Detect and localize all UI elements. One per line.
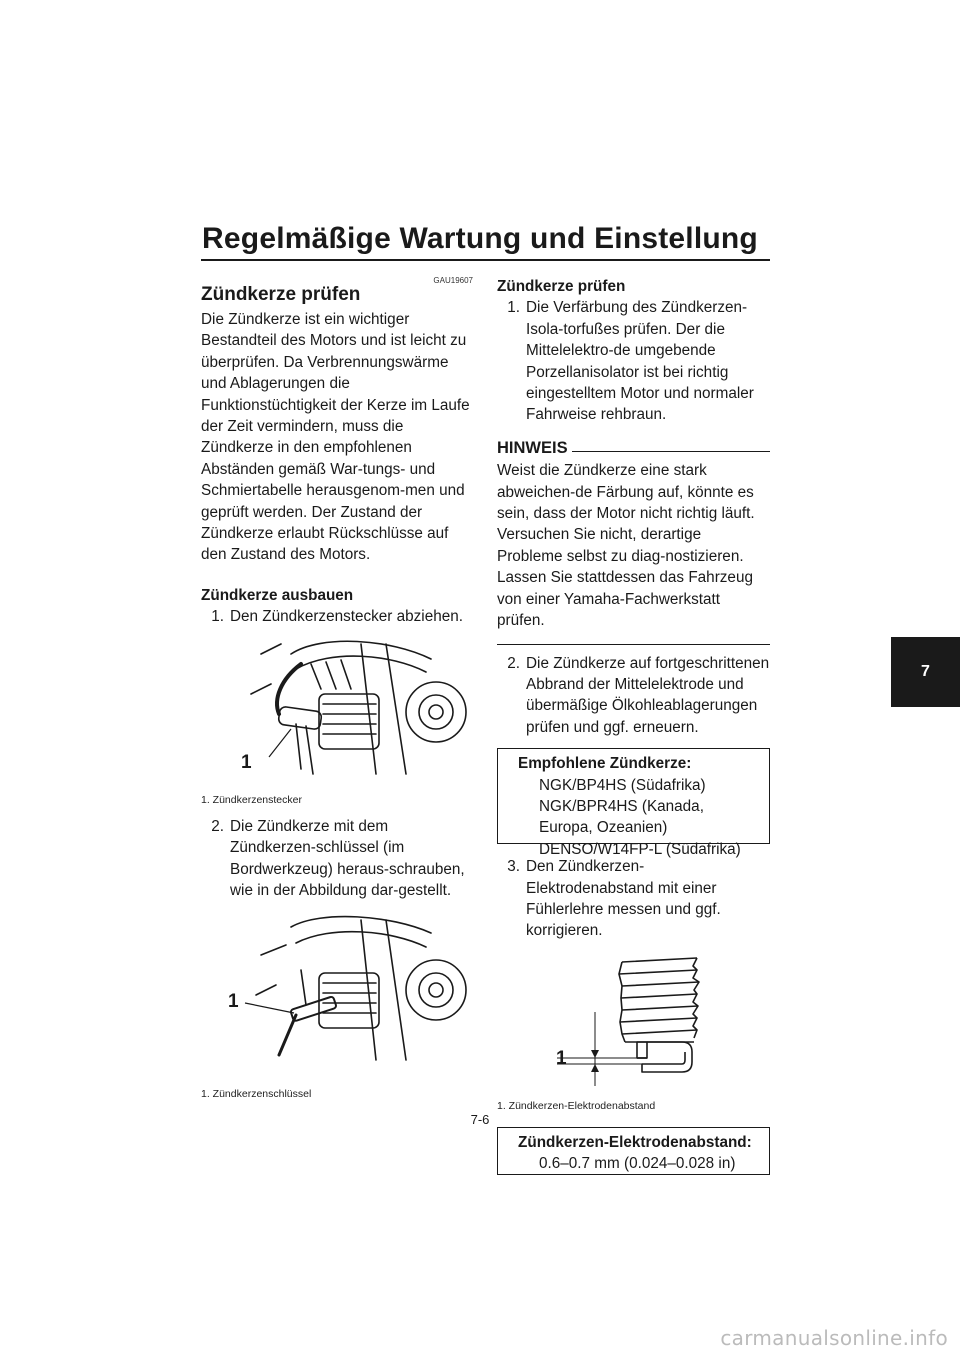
figure-electrode-gap — [497, 956, 770, 1086]
hinweis-text: Weist die Zündkerze eine stark abweichen-de Färbung auf, könnte es sein, dass der Motor nicht richtig läuft. Versuchen Sie nicht, derartige Probleme selbst zu diag-nostizieren. Lassen Sie stattdessen das Fahrzeug von einer Yamaha-Fachwerkstatt prüfen. — [497, 462, 755, 630]
intro-paragraph: Die Zündkerze ist ein wichtiger Bestandteil des Motors und ist leicht zu überprüfen. Da Verbrennungswärme und Ablagerungen die Funktionstüchtigkeit der Kerze im Laufe der Zeit vermindern, muss die Zündkerze in den empfohlenen Abständen gemäß War-tungs- und Schmiertabelle herausgenom-men und geprüft werden. Der Zustand der Zündkerze erlaubt Rückschlüsse auf den Zustand des Motors. — [201, 311, 470, 564]
hinweis-title: HINWEIS — [497, 438, 568, 457]
spec-title: Zündkerzen-Elektrodenabstand: — [518, 1133, 752, 1151]
section-title: Zündkerze prüfen — [201, 284, 361, 305]
step-text: Die Zündkerze auf fortgeschrittenen Abbrand der Mittelelektrode und übermäßige Ölkohleablagerungen prüfen und ggf. erneuern. — [526, 654, 770, 736]
chapter-tab[interactable]: 7 — [891, 637, 960, 707]
figure-caption: 1. Zündkerzen-Elektrodenabstand — [497, 1099, 656, 1112]
figure-callout: 1 — [228, 991, 239, 1013]
step-text: Den Zündkerzenstecker abziehen. — [230, 608, 463, 626]
spec-item: DENSO/W14FP-L (Südafrika) — [539, 840, 741, 858]
figure-spark-plug-cap — [201, 634, 473, 784]
right-column — [497, 276, 770, 1175]
header-divider — [201, 259, 770, 261]
hinweis-note — [497, 438, 770, 645]
figure-caption: 1. Zündkerzenstecker — [201, 793, 302, 806]
figure-caption: 1. Zündkerzenschlüssel — [201, 1088, 312, 1101]
inspection-step-3 — [497, 856, 770, 942]
engine-illustration-wrench — [201, 915, 473, 1065]
spec-box-electrode-gap — [497, 1127, 770, 1175]
inspection-step-2 — [497, 653, 770, 739]
step-number: 3. — [507, 858, 520, 876]
page-number: 7-6 — [470, 1112, 490, 1127]
page-title: Regelmäßige Wartung und Einstellung — [202, 222, 758, 255]
hinweis-end-rule — [497, 644, 770, 645]
figure-callout: 1 — [241, 751, 252, 773]
step-text: Die Verfärbung des Zündkerzen-Isola-torfußes prüfen. Der die Mittelelektro-de umgebende Porzellanisolator ist bei richtig eingestelltem Motor und normaler Fahrweise rehbraun. — [526, 299, 754, 424]
step-number: 1. — [507, 299, 520, 317]
inspection-step-1 — [497, 297, 770, 425]
removal-heading: Zündkerze ausbauen — [201, 586, 354, 604]
spec-title: Empfohlene Zündkerze: — [518, 755, 692, 773]
step-text: Die Zündkerze mit dem Zündkerzen-schlüssel (im Bordwerkzeug) heraus-schrauben, wie in der Abbildung dar-gestellt. — [230, 817, 465, 899]
figure-spark-plug-wrench — [201, 915, 473, 1065]
section-code: GAU19607 — [433, 276, 473, 285]
spec-item: NGK/BPR4HS (Kanada, Europa, Ozeanien) — [539, 797, 704, 837]
hinweis-title-row — [497, 438, 770, 459]
spec-item: NGK/BP4HS (Südafrika) — [539, 776, 706, 794]
step-number: 1. — [211, 608, 224, 626]
removal-step-2 — [201, 816, 473, 902]
spec-box-recommended-plug — [497, 748, 770, 858]
removal-step-1 — [201, 606, 473, 627]
step-number: 2. — [211, 817, 224, 835]
watermark: carmanualsonline.info — [720, 1326, 948, 1350]
left-column — [201, 276, 473, 1101]
hinweis-rule — [572, 451, 770, 452]
inspection-heading: Zündkerze prüfen — [497, 278, 626, 295]
spec-item: 0.6–0.7 mm (0.024–0.028 in) — [539, 1155, 736, 1173]
figure-callout: 1 — [556, 1047, 567, 1069]
step-text: Den Zündkerzen-Elektrodenabstand mit einer Fühlerlehre messen und ggf. korrigieren. — [526, 858, 721, 940]
step-number: 2. — [507, 654, 520, 672]
spark-plug-gap-illustration — [497, 956, 770, 1086]
